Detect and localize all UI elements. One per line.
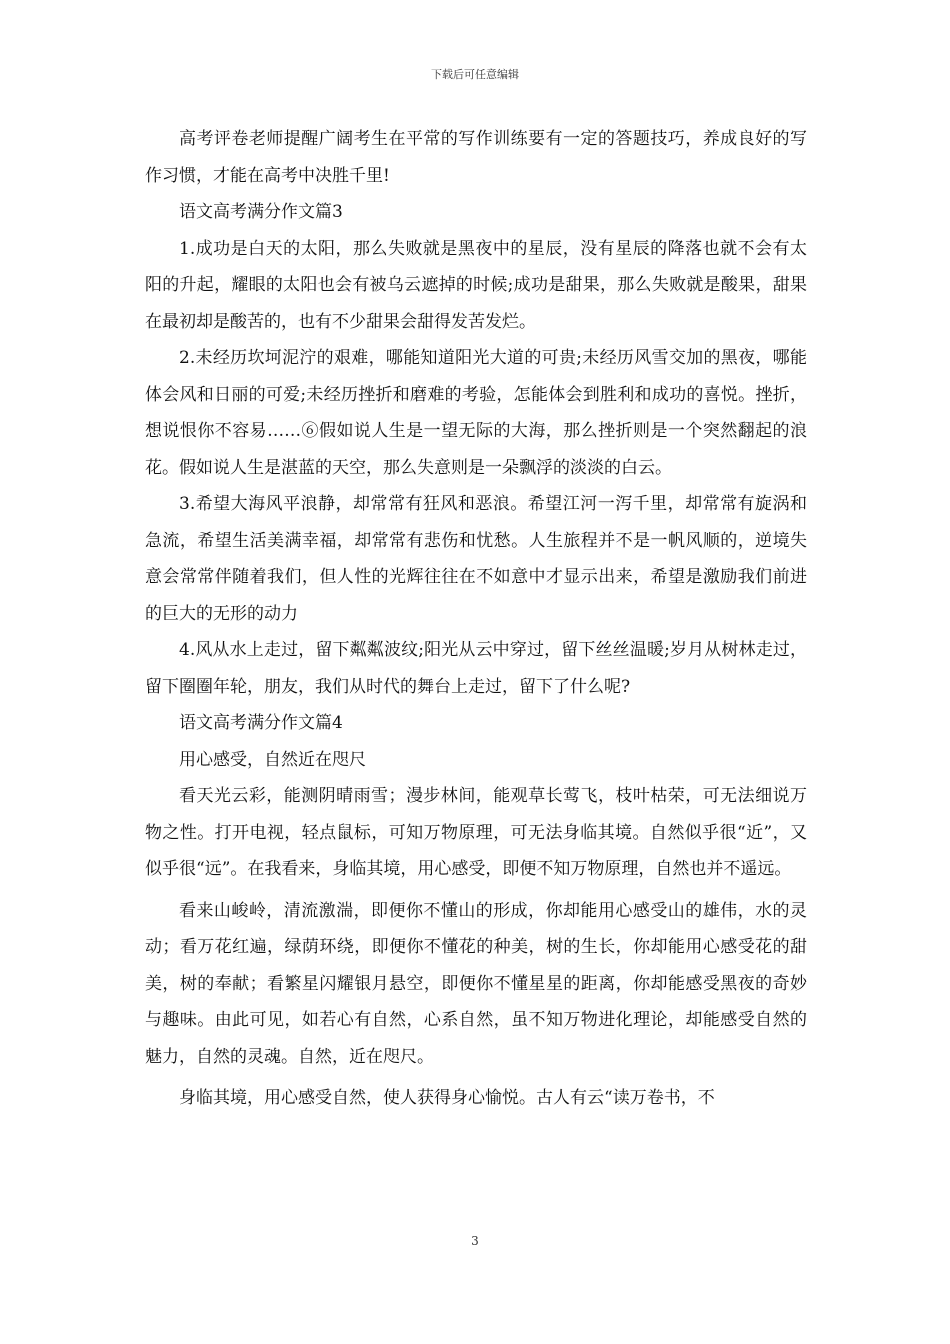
section-heading: 语文高考满分作文篇3 [179,202,343,222]
page-header: 下载后可任意编辑 [431,68,519,81]
paragraph: 1.成功是白天的太阳，那么失败就是黑夜中的星辰，没有星辰的降落也就不会有太阳的升起，耀眼的太阳也会有被乌云遮掉的时候;成功是甜果，那么失败就是酸果，甜果在最初却是酸苦的，也有不少甜果会甜得发苦发烂。 [145,238,807,332]
page-number: 3 [471,1234,479,1248]
paragraph: 高考评卷老师提醒广阔考生在平常的写作训练要有一定的答题技巧，养成良好的写作习惯，才能在高考中决胜千里! [145,129,807,186]
paragraph: 看来山峻岭，清流激湍，即便你不懂山的形成，你却能用心感受山的雄伟，水的灵动；看万花红遍，绿荫环绕，即便你不懂花的种美，树的生长，你却能用心感受花的甜美，树的奉献；看繁星闪耀银月悬空，即便你不懂星星的距离，你却能感受黑夜的奇妙与趣味。由此可见，如若心有自然，心系自然，虽不知万物进化理论，却能感受自然的魅力，自然的灵魂。自然，近在咫尺。 [145,900,807,1067]
paragraph: 2.未经历坎坷泥泞的艰难，哪能知道阳光大道的可贵;未经历风雪交加的黑夜，哪能体会风和日丽的可爱;未经历挫折和磨难的考验，怎能体会到胜利和成功的喜悦。挫折，想说恨你不容易……⑥假如说人生是一望无际的大海，那么挫折则是一个突然翻起的浪花。假如说人生是湛蓝的天空，那么失意则是一朵飘浮的淡淡的白云。 [145,348,807,478]
paragraph: 看天光云彩，能测阴晴雨雪；漫步林间，能观草长莺飞，枝叶枯荣，可无法细说万物之性。打开电视，轻点鼠标，可知万物原理，可无法身临其境。自然似乎很“近”，又似乎很“远”。在我看来，身临其境，用心感受，即便不知万物原理，自然也并不遥远。 [145,786,807,879]
paragraph: 身临其境，用心感受自然，使人获得身心愉悦。古人有云“读万卷书，不 [179,1088,715,1108]
section-heading: 语文高考满分作文篇4 [179,713,343,733]
essay-title: 用心感受，自然近在咫尺 [179,749,366,770]
paragraph: 3.希望大海风平浪静，却常常有狂风和恶浪。希望江河一泻千里，却常常有旋涡和急流，希望生活美满幸福，却常常有悲伤和忧愁。人生旅程并不是一帆风顺的，逆境失意会常常伴随着我们，但人性的光辉往往在不如意中才显示出来，希望是激励我们前进的巨大的无形的动力 [145,494,807,624]
paragraph: 4.风从水上走过，留下粼粼波纹;阳光从云中穿过，留下丝丝温暖;岁月从树林走过，留下圈圈年轮，朋友，我们从时代的舞台上走过，留下了什么呢? [145,640,807,697]
document-body [145,121,807,1117]
